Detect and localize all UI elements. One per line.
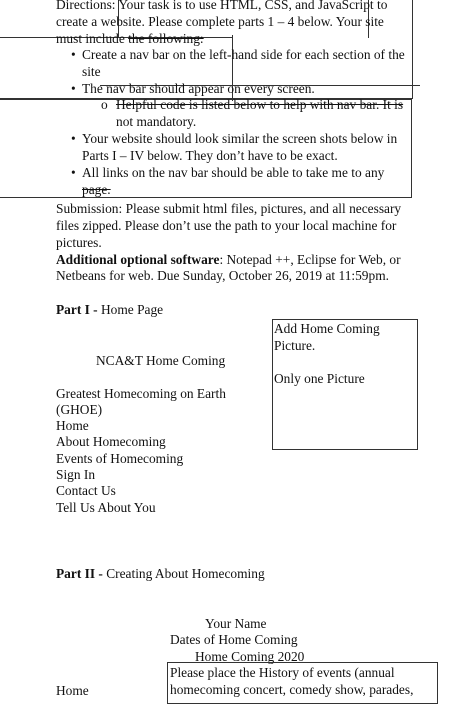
submission-line-5: Netbeans for web. Due Sunday, October 26, 2019 at 11:59pm. bbox=[56, 268, 389, 283]
part2-nav-home: Home bbox=[56, 683, 89, 698]
part2-year: Home Coming 2020 bbox=[195, 649, 305, 664]
part2-dates: Dates of Home Coming bbox=[170, 632, 298, 647]
directions-line-2: create a website. Please complete parts 1 – 4 below. Your site bbox=[56, 14, 384, 29]
directions-line-1: Directions: Your task is to use HTML, CSS, and JavaScript to bbox=[56, 0, 388, 12]
bullet-navbar: • Create a nav bar on the left-hand side for each section of the bbox=[82, 47, 405, 64]
part1-heading-text: Home Page bbox=[101, 302, 164, 317]
part1-site-title: NCA&T Home Coming bbox=[96, 353, 226, 368]
sub-bullet-helpful-code: Helpful code is listed below to help with nav bar. It is bbox=[116, 97, 404, 112]
part1-heading-bold: Part I - bbox=[56, 302, 101, 317]
part2-your-name: Your Name bbox=[205, 616, 267, 631]
nav-ghoe: Greatest Homecoming on Earth bbox=[56, 386, 226, 401]
nav-contact: Contact Us bbox=[56, 483, 116, 498]
directions-line-3-strike: the following: bbox=[128, 31, 204, 46]
optional-software-label: Additional optional software bbox=[56, 252, 220, 267]
directions-line-3 bbox=[56, 31, 204, 48]
submission-line-1: Submission: Please submit html files, pictures, and all necessary bbox=[56, 201, 402, 216]
bullet-all-links: • All links on the nav bar should be able to take me to any bbox=[82, 165, 384, 182]
submission-line-4 bbox=[56, 252, 401, 269]
picture-box-line-1: Add Home Coming bbox=[274, 321, 380, 336]
nav-sign-in: Sign In bbox=[56, 467, 96, 482]
history-line-1: Please place the History of events (annual bbox=[170, 665, 395, 680]
sub-bullet-icon: o bbox=[101, 97, 108, 112]
nav-events: Events of Homecoming bbox=[56, 451, 184, 466]
nav-about: About Homecoming bbox=[56, 434, 166, 449]
nav-home: Home bbox=[56, 418, 89, 433]
directions-line-3-text: must include bbox=[56, 31, 129, 46]
submission-line-2: files zipped. Please don’t use the path to your local machine for bbox=[56, 218, 397, 233]
part2-heading-bold: Part II - bbox=[56, 566, 107, 581]
optional-software-text: : Notepad ++, Eclipse for Web, or bbox=[219, 252, 401, 267]
part1-heading bbox=[56, 302, 163, 319]
bullet-every-screen: • The nav bar should appear on every screen. bbox=[82, 81, 315, 98]
submission-line-3: pictures. bbox=[56, 235, 102, 250]
part2-heading-text: Creating About Homecoming bbox=[106, 566, 265, 581]
bullet-all-links-cont: page. bbox=[82, 182, 111, 197]
part2-heading bbox=[56, 566, 265, 583]
bullet-navbar-cont: site bbox=[82, 64, 101, 79]
bullet-look-similar: • Your website should look similar the screen shots below in bbox=[82, 131, 397, 148]
nav-tell-us: Tell Us About You bbox=[56, 500, 156, 515]
history-line-2: homecoming concert, comedy show, parades, bbox=[170, 682, 414, 697]
nav-ghoe-abbrev: (GHOE) bbox=[56, 402, 103, 417]
bullet-look-similar-cont: Parts I – IV below. They don’t have to be exact. bbox=[82, 148, 338, 163]
picture-box-line-3: Only one Picture bbox=[274, 371, 365, 386]
picture-box-line-2: Picture. bbox=[274, 338, 316, 353]
sub-bullet-not-mandatory: not mandatory. bbox=[116, 114, 197, 129]
